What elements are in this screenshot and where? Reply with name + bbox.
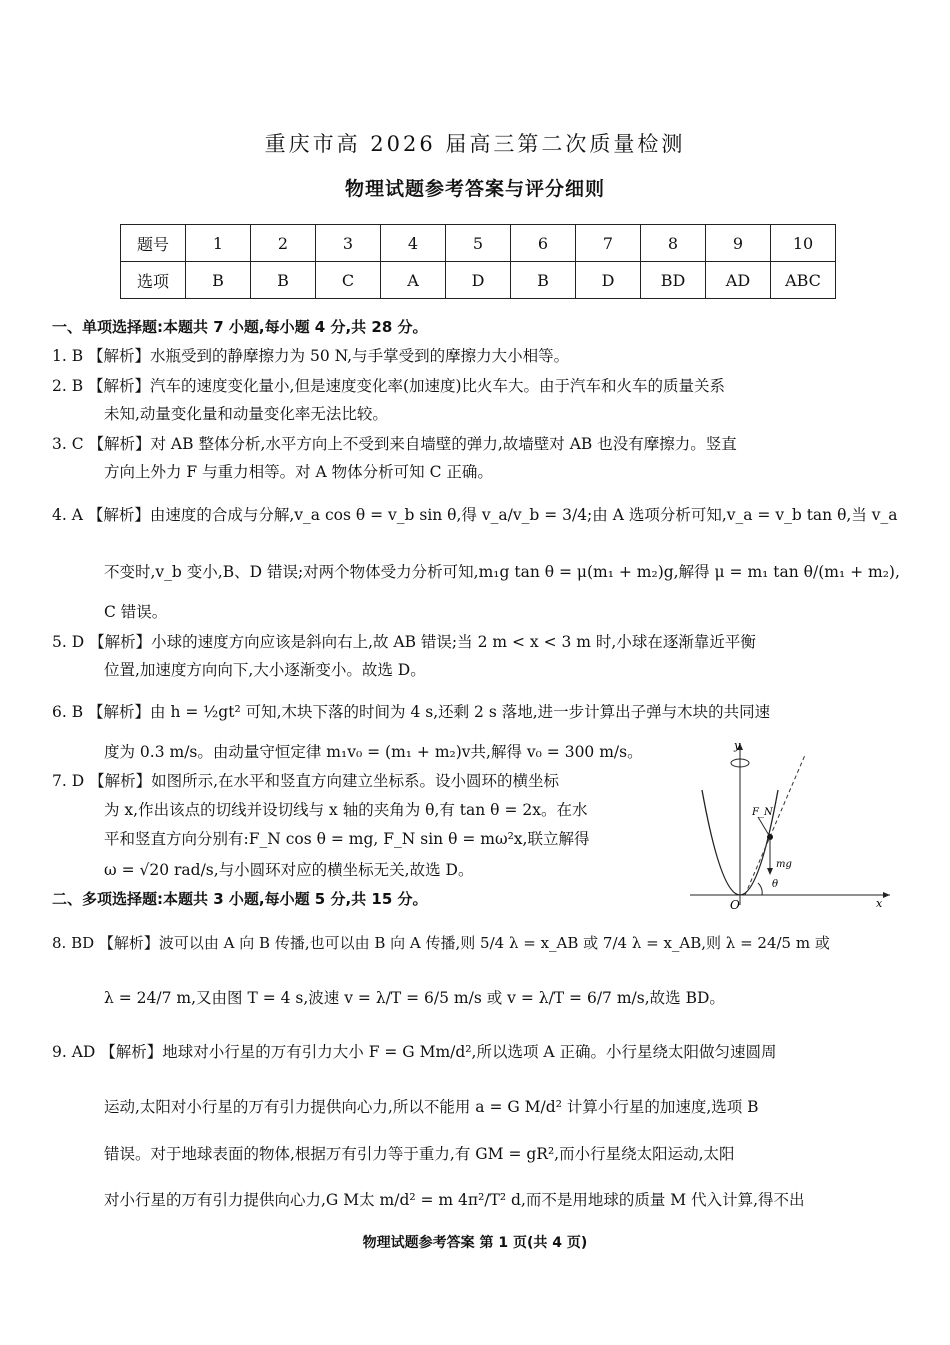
answer-line: 平和竖直方向分别有:F_N cos θ = mg, F_N sin θ = mω²x,联立解得 bbox=[104, 830, 590, 848]
answer-line: 为 x,作出该点的切线并设切线与 x 轴的夹角为 θ,有 tan θ = 2x。在水 bbox=[104, 801, 588, 819]
answer-line: λ = 24/7 m,又由图 T = 4 s,波速 v = λ/T = 6/5 m/s 或 v = λ/T = 6/7 m/s,故选 BD。 bbox=[104, 989, 725, 1007]
tangent-line bbox=[745, 755, 805, 895]
answer-table bbox=[120, 224, 836, 299]
table-row bbox=[121, 225, 836, 262]
answer-line: 9. AD 【解析】地球对小行星的万有引力大小 F = G Mm/d²,所以选项 A 正确。小行星绕太阳做匀速圆周 bbox=[52, 1043, 777, 1061]
table-cell: B bbox=[186, 262, 251, 299]
table-cell: 8 bbox=[641, 225, 706, 262]
answer-line: 方向上外力 F 与重力相等。对 A 物体分析可知 C 正确。 bbox=[104, 463, 493, 481]
table-header-cell: 题号 bbox=[121, 225, 186, 262]
answer-line: 7. D 【解析】如图所示,在水平和竖直方向建立坐标系。设小圆环的横坐标 bbox=[52, 772, 559, 790]
table-cell: BD bbox=[641, 262, 706, 299]
page-title: 重庆市高 2026 届高三第二次质量检测 bbox=[264, 132, 686, 156]
answer-line: C 错误。 bbox=[104, 603, 168, 621]
answer-line: 1. B 【解析】水瓶受到的静摩擦力为 50 N,与手掌受到的摩擦力大小相等。 bbox=[52, 347, 570, 365]
table-cell: B bbox=[511, 262, 576, 299]
table-cell: 4 bbox=[381, 225, 446, 262]
y-axis-label: y bbox=[734, 739, 741, 752]
answer-line: 位置,加速度方向向下,大小逐渐变小。故选 D。 bbox=[104, 661, 426, 679]
answer-line: 3. C 【解析】对 AB 整体分析,水平方向上不受到来自墙壁的弹力,故墙壁对 AB 也没有摩擦力。竖直 bbox=[52, 435, 737, 453]
table-cell: D bbox=[576, 262, 641, 299]
table-cell: 3 bbox=[316, 225, 381, 262]
answer-line: 不变时,v_b 变小,B、D 错误;对两个物体受力分析可知,m₁g tan θ = μ(m₁ + m₂)g,解得 μ = m₁ tan θ/(m₁ + m₂), bbox=[104, 563, 900, 581]
answer-line: 8. BD 【解析】波可以由 A 向 B 传播,也可以由 B 向 A 传播,则 5/4 λ = x_AB 或 7/4 λ = x_AB,则 λ = 24/5 m 或 bbox=[52, 934, 830, 952]
weight-arrowhead bbox=[767, 868, 773, 875]
page-subtitle: 物理试题参考答案与评分细则 bbox=[344, 178, 605, 200]
normal-force-arrow bbox=[758, 817, 770, 837]
normal-force-label: F_N bbox=[752, 807, 773, 818]
section-heading-multi: 二、多项选择题:本题共 3 小题,每小题 5 分,共 15 分。 bbox=[52, 890, 428, 908]
table-cell: AD bbox=[706, 262, 771, 299]
table-cell: 9 bbox=[706, 225, 771, 262]
answer-line: 4. A 【解析】由速度的合成与分解,v_a cos θ = v_b sin θ,得 v_a/v_b = 3/4;由 A 选项分析可知,v_a = v_b tan θ,当 v_a bbox=[52, 506, 898, 524]
answer-line: 度为 0.3 m/s。由动量守恒定律 m₁v₀ = (m₁ + m₂)v共,解得 v₀ = 300 m/s。 bbox=[104, 743, 643, 761]
table-cell: 2 bbox=[251, 225, 316, 262]
origin-label: O bbox=[730, 898, 740, 912]
table-cell: 10 bbox=[771, 225, 836, 262]
x-axis-label: x bbox=[876, 897, 883, 910]
answer-line: 未知,动量变化量和动量变化率无法比较。 bbox=[104, 405, 388, 423]
answer-line: 5. D 【解析】小球的速度方向应该是斜向右上,故 AB 错误;当 2 m < x < 3 m 时,小球在逐渐靠近平衡 bbox=[52, 633, 756, 651]
answer-line: 2. B 【解析】汽车的速度变化量小,但是速度变化率(加速度)比火车大。由于汽车和火车的质量关系 bbox=[52, 377, 726, 395]
table-cell: C bbox=[316, 262, 381, 299]
table-cell: A bbox=[381, 262, 446, 299]
table-cell: 1 bbox=[186, 225, 251, 262]
answer-line: 错误。对于地球表面的物体,根据万有引力等于重力,有 GM = gR²,而小行星绕太阳运动,太阳 bbox=[104, 1145, 735, 1163]
answer-line: 对小行星的万有引力提供向心力,G M太 m/d² = m 4π²/T² d,而不是用地球的质量 M 代入计算,得不出 bbox=[104, 1191, 805, 1209]
ring-on-parabola-figure bbox=[690, 735, 900, 915]
table-row bbox=[121, 262, 836, 299]
angle-label: θ bbox=[772, 879, 779, 890]
answer-line: 运动,太阳对小行星的万有引力提供向心力,所以不能用 a = G M/d² 计算小行星的加速度,选项 B bbox=[104, 1098, 759, 1116]
section-heading-single: 一、单项选择题:本题共 7 小题,每小题 4 分,共 28 分。 bbox=[52, 318, 428, 336]
answer-line: 6. B 【解析】由 h = ½gt² 可知,木块下落的时间为 4 s,还剩 2 s 落地,进一步计算出子弹与木块的共同速 bbox=[52, 703, 771, 721]
table-cell: 5 bbox=[446, 225, 511, 262]
answer-line: ω = √20 rad/s,与小圆环对应的横坐标无关,故选 D。 bbox=[104, 861, 474, 879]
table-cell: 6 bbox=[511, 225, 576, 262]
table-cell: 7 bbox=[576, 225, 641, 262]
table-cell: D bbox=[446, 262, 511, 299]
table-header-cell: 选项 bbox=[121, 262, 186, 299]
weight-label: mg bbox=[776, 859, 792, 870]
page-footer: 物理试题参考答案 第 1 页(共 4 页) bbox=[362, 1235, 588, 1251]
angle-arc bbox=[758, 883, 762, 895]
x-axis-arrow bbox=[883, 892, 890, 898]
table-cell: ABC bbox=[771, 262, 836, 299]
table-cell: B bbox=[251, 262, 316, 299]
